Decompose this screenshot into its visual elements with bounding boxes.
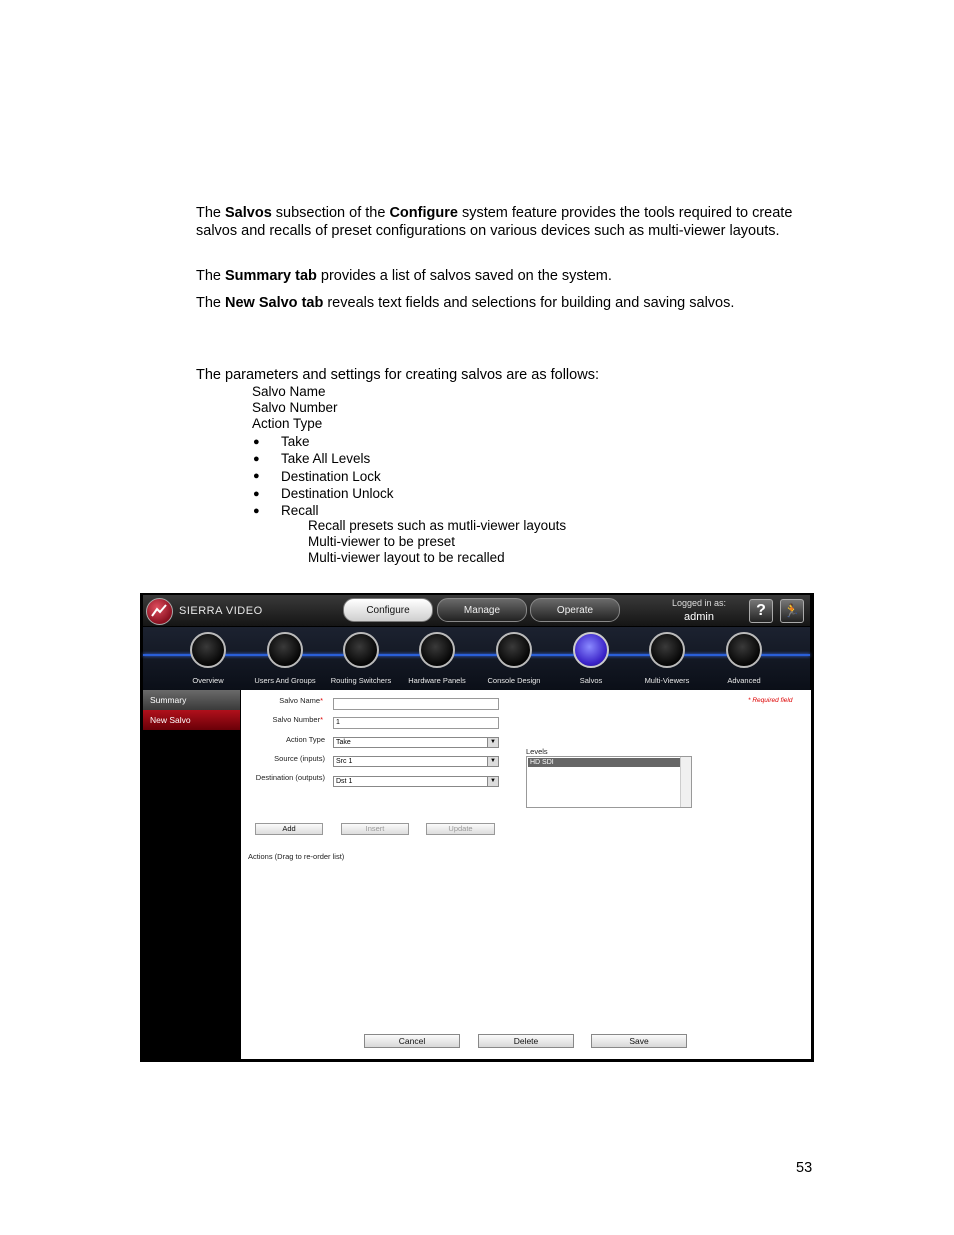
routing-switchers-icon[interactable]	[343, 632, 379, 668]
top-bar	[143, 595, 810, 626]
list-item: Salvo Name	[252, 384, 326, 399]
recall-list	[308, 518, 566, 566]
sidebar-item-summary[interactable]: Summary	[143, 690, 240, 710]
sierra-logo-icon	[146, 598, 173, 625]
feature-icon-bar	[143, 627, 810, 690]
bullet-item: ● Recall	[253, 503, 319, 519]
multi-viewers-label: Multi-Viewers	[644, 676, 690, 685]
salvo-name-label: Salvo Name*	[279, 696, 323, 705]
summary-paragraph: The Summary tab provides a list of salvos saved on the system.	[196, 268, 612, 284]
hardware-panels-label: Hardware Panels	[408, 676, 466, 685]
logged-in-label: Logged in as:	[672, 598, 727, 608]
salvo-number-label: Salvo Number*	[272, 715, 323, 724]
users-and-groups-icon[interactable]	[267, 632, 303, 668]
overview-icon[interactable]	[190, 632, 226, 668]
chevron-down-icon: ▼	[487, 738, 498, 747]
logout-icon[interactable]: 🏃	[780, 599, 804, 623]
add-button[interactable]: Add	[255, 823, 323, 835]
salvos-icon[interactable]	[573, 632, 609, 668]
list-item: Action Type	[252, 416, 323, 431]
parameters-intro: The parameters and settings for creating salvos are as follows:	[196, 367, 599, 383]
hardware-panels-icon[interactable]	[419, 632, 455, 668]
nav-operate-button[interactable]: Operate	[530, 598, 620, 622]
sidebar-item-new-salvo[interactable]: New Salvo	[143, 710, 240, 730]
source-label: Source (inputs)	[274, 754, 325, 763]
list-item: Multi-viewer layout to be recalled	[308, 550, 505, 565]
bullet-item: ● Destination Lock	[253, 468, 381, 484]
list-item: Recall presets such as mutli-viewer layouts	[308, 518, 567, 533]
levels-label: Levels	[526, 747, 548, 756]
required-field-note: * Required field	[748, 697, 793, 704]
parameter-list	[252, 384, 338, 432]
console-design-label: Console Design	[487, 676, 541, 685]
destination-label: Destination (outputs)	[255, 773, 325, 782]
help-icon[interactable]: ?	[749, 599, 773, 623]
users-and-groups-label: Users And Groups	[254, 676, 316, 685]
levels-listbox[interactable]	[526, 756, 692, 808]
brand-name: SIERRA VIDEO	[179, 605, 263, 617]
nav-configure-button[interactable]: Configure	[343, 598, 433, 622]
levels-selected-item[interactable]: HD SDI	[528, 758, 680, 767]
destination-select[interactable]: Dst 1 ▼	[333, 776, 499, 787]
salvo-name-input[interactable]	[333, 698, 499, 710]
list-item: Multi-viewer to be preset	[308, 534, 456, 549]
icon-bar-line	[143, 654, 810, 656]
levels-scrollbar[interactable]	[680, 757, 691, 807]
list-item: Salvo Number	[252, 400, 338, 415]
chevron-down-icon: ▼	[487, 777, 498, 786]
overview-label: Overview	[192, 676, 224, 685]
save-button[interactable]: Save	[591, 1034, 687, 1048]
actions-label: Actions (Drag to re-order list)	[248, 852, 345, 861]
chevron-down-icon: ▼	[487, 757, 498, 766]
update-button[interactable]: Update	[426, 823, 495, 835]
intro-paragraph: The Salvos subsection of the Configure system feature provides the tools required to create salvos and recalls of preset configurations on various devices such as multi-viewer layouts.	[196, 205, 793, 239]
console-design-icon[interactable]	[496, 632, 532, 668]
insert-button[interactable]: Insert	[341, 823, 409, 835]
source-select[interactable]: Src 1 ▼	[333, 756, 499, 767]
salvos-screenshot	[140, 593, 814, 1062]
nav-manage-button[interactable]: Manage	[437, 598, 527, 622]
bullet-item: ● Take	[253, 434, 310, 450]
new-salvo-form	[241, 690, 811, 1059]
multi-viewers-icon[interactable]	[649, 632, 685, 668]
salvos-label: Salvos	[579, 676, 603, 685]
username: admin	[684, 611, 714, 623]
bullet-item: ● Destination Unlock	[253, 486, 394, 502]
page-number: 53	[796, 1160, 813, 1176]
routing-switchers-label: Routing Switchers	[330, 676, 392, 685]
cancel-button[interactable]: Cancel	[364, 1034, 460, 1048]
sidebar	[143, 690, 240, 1059]
new-salvo-paragraph: The New Salvo tab reveals text fields and selections for building and saving salvos.	[196, 295, 735, 311]
salvo-number-input[interactable]: 1	[333, 717, 499, 729]
advanced-label: Advanced	[727, 676, 761, 685]
action-type-select[interactable]: Take ▼	[333, 737, 499, 748]
advanced-icon[interactable]	[726, 632, 762, 668]
action-type-label: Action Type	[285, 735, 325, 744]
delete-button[interactable]: Delete	[478, 1034, 574, 1048]
action-type-bullets	[252, 433, 394, 519]
bullet-item: ● Take All Levels	[253, 451, 371, 467]
